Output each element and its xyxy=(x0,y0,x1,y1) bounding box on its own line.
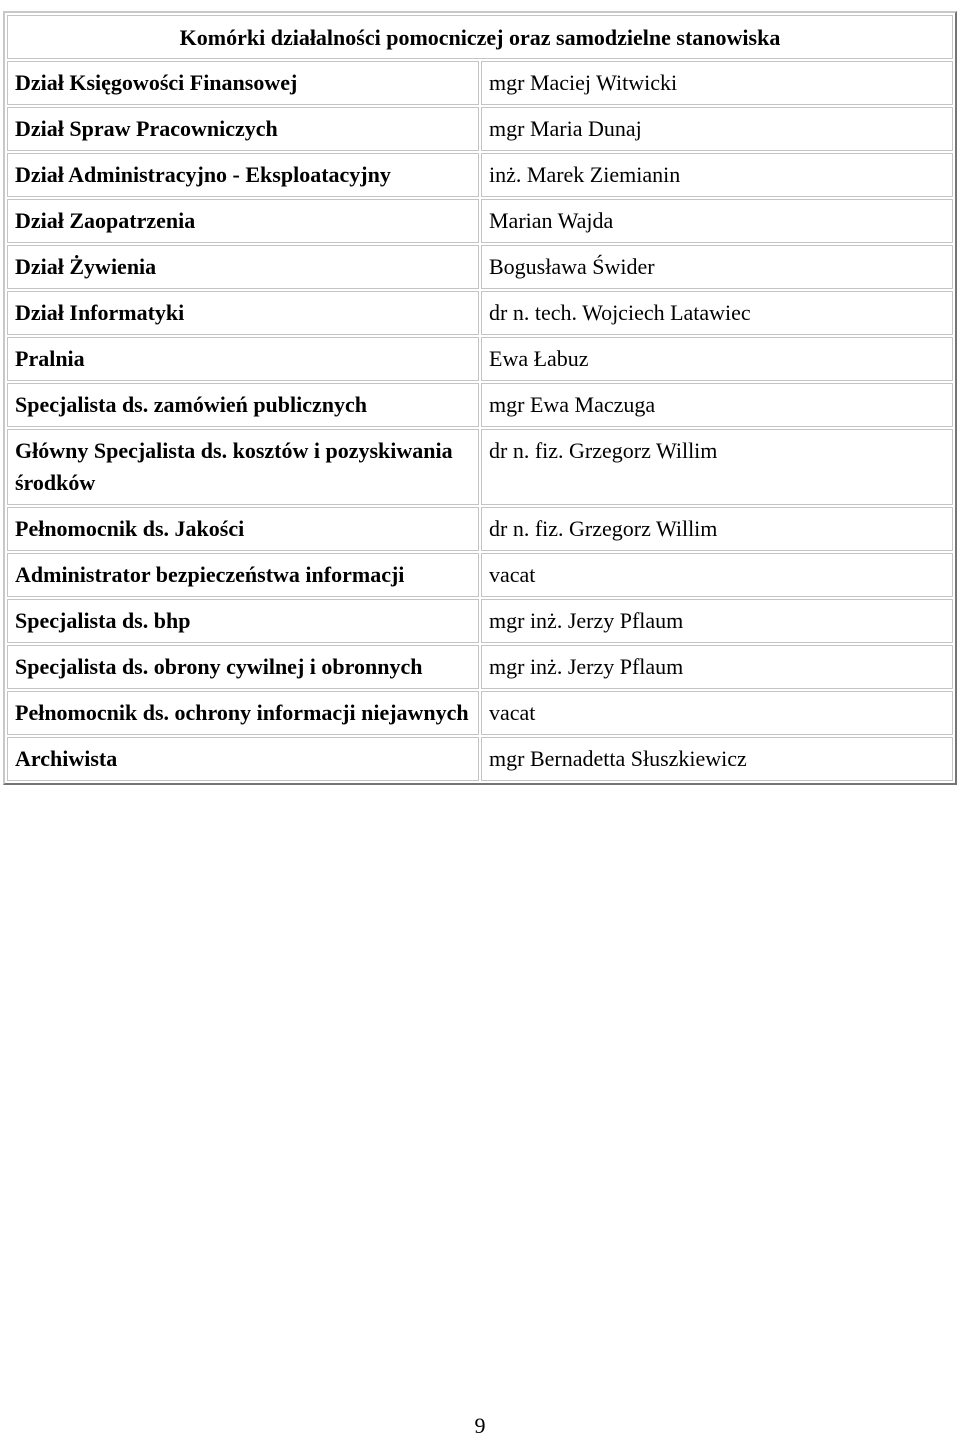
table-row xyxy=(7,383,953,427)
person-name: Bogusława Świder xyxy=(481,245,953,289)
person-name: mgr inż. Jerzy Pflaum xyxy=(481,599,953,643)
unit-name: Dział Księgowości Finansowej xyxy=(7,61,479,105)
person-name: mgr Ewa Maczuga xyxy=(481,383,953,427)
table-row xyxy=(7,429,953,505)
table-row xyxy=(7,199,953,243)
unit-name: Dział Żywienia xyxy=(7,245,479,289)
table-row xyxy=(7,107,953,151)
person-name: mgr inż. Jerzy Pflaum xyxy=(481,645,953,689)
unit-name: Specjalista ds. obrony cywilnej i obronnych xyxy=(7,645,479,689)
table-row xyxy=(7,645,953,689)
unit-name: Dział Administracyjno - Eksploatacyjny xyxy=(7,153,479,197)
table-title-row xyxy=(7,15,953,59)
unit-name: Pełnomocnik ds. ochrony informacji niejawnych xyxy=(7,691,479,735)
unit-name: Archiwista xyxy=(7,737,479,781)
person-name: dr n. fiz. Grzegorz Willim xyxy=(481,507,953,551)
table-row xyxy=(7,337,953,381)
unit-name: Administrator bezpieczeństwa informacji xyxy=(7,553,479,597)
table-row xyxy=(7,553,953,597)
unit-name: Specjalista ds. zamówień publicznych xyxy=(7,383,479,427)
table-row xyxy=(7,737,953,781)
person-name: vacat xyxy=(481,553,953,597)
table-row xyxy=(7,599,953,643)
person-name: mgr Bernadetta Słuszkiewicz xyxy=(481,737,953,781)
staff-table-grid xyxy=(5,13,955,783)
person-name: vacat xyxy=(481,691,953,735)
table-row xyxy=(7,61,953,105)
unit-name: Pralnia xyxy=(7,337,479,381)
person-name: dr n. tech. Wojciech Latawiec xyxy=(481,291,953,335)
table-title: Komórki działalności pomocniczej oraz samodzielne stanowiska xyxy=(7,15,953,59)
unit-name: Pełnomocnik ds. Jakości xyxy=(7,507,479,551)
table-row xyxy=(7,245,953,289)
person-name: mgr Maria Dunaj xyxy=(481,107,953,151)
person-name: Ewa Łabuz xyxy=(481,337,953,381)
unit-name: Specjalista ds. bhp xyxy=(7,599,479,643)
table-row xyxy=(7,291,953,335)
table-row xyxy=(7,507,953,551)
unit-name: Dział Informatyki xyxy=(7,291,479,335)
unit-name: Dział Spraw Pracowniczych xyxy=(7,107,479,151)
unit-name: Główny Specjalista ds. kosztów i pozyskiwania środków xyxy=(7,429,479,505)
person-name: dr n. fiz. Grzegorz Willim xyxy=(481,429,953,505)
person-name: mgr Maciej Witwicki xyxy=(481,61,953,105)
staff-table xyxy=(3,11,957,785)
table-row xyxy=(7,691,953,735)
unit-name: Dział Zaopatrzenia xyxy=(7,199,479,243)
table-row xyxy=(7,153,953,197)
person-name: inż. Marek Ziemianin xyxy=(481,153,953,197)
person-name: Marian Wajda xyxy=(481,199,953,243)
page-number: 9 xyxy=(474,1413,486,1438)
